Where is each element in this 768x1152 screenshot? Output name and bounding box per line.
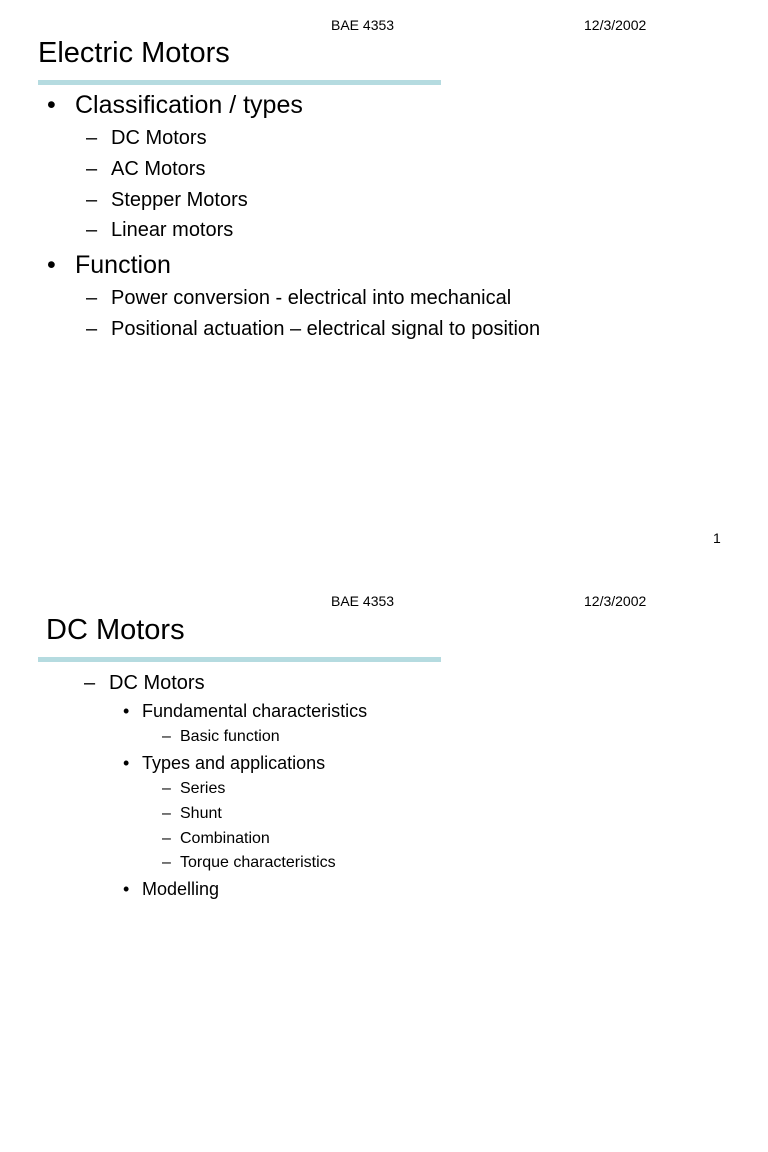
bullet-text: Fundamental characteristics <box>142 701 368 721</box>
header-date: 12/3/2002 <box>584 17 647 33</box>
slide-title: Electric Motors <box>38 37 230 69</box>
bullet-text: DC Motors <box>109 672 205 694</box>
dash-marker: – <box>162 805 171 822</box>
bullet-text: Shunt <box>180 805 222 822</box>
dash-marker: – <box>86 127 98 149</box>
slide-title: DC Motors <box>46 614 185 646</box>
header-course: BAE 4353 <box>331 593 395 609</box>
dash-marker: – <box>86 158 98 180</box>
dash-marker: – <box>162 830 171 847</box>
slide-2 <box>0 576 768 1152</box>
bullet-text: Positional actuation – electrical signal to position <box>111 318 541 340</box>
page-number: 1 <box>713 530 721 546</box>
dash-marker: – <box>86 318 98 340</box>
header-course: BAE 4353 <box>331 17 395 33</box>
bullet-text: Modelling <box>142 879 220 899</box>
title-rule <box>38 80 441 85</box>
bullet-text: Types and applications <box>142 753 326 773</box>
bullet-marker: • <box>47 251 56 279</box>
bullet-text: Torque characteristics <box>180 854 336 871</box>
bullet-text: Combination <box>180 830 270 847</box>
dash-marker: – <box>162 728 171 745</box>
bullet-text: DC Motors <box>111 127 207 149</box>
bullet-text: Linear motors <box>111 219 234 241</box>
bullet-text: Series <box>180 780 226 797</box>
bullet-marker: • <box>47 91 56 119</box>
dash-marker: – <box>86 287 98 309</box>
dash-marker: – <box>86 219 98 241</box>
dash-marker: – <box>86 189 98 211</box>
bullet-marker: • <box>123 879 130 899</box>
dash-marker: – <box>84 672 96 694</box>
bullet-text: Power conversion - electrical into mechanical <box>111 287 512 309</box>
bullet-marker: • <box>123 701 130 721</box>
dash-marker: – <box>162 780 171 797</box>
bullet-text: Function <box>75 251 171 279</box>
header-date: 12/3/2002 <box>584 593 647 609</box>
title-rule <box>38 657 441 662</box>
bullet-marker: • <box>123 753 130 773</box>
dash-marker: – <box>162 854 171 871</box>
bullet-text: AC Motors <box>111 158 206 180</box>
bullet-text: Basic function <box>180 728 280 745</box>
bullet-text: Classification / types <box>75 91 303 119</box>
bullet-text: Stepper Motors <box>111 189 248 211</box>
